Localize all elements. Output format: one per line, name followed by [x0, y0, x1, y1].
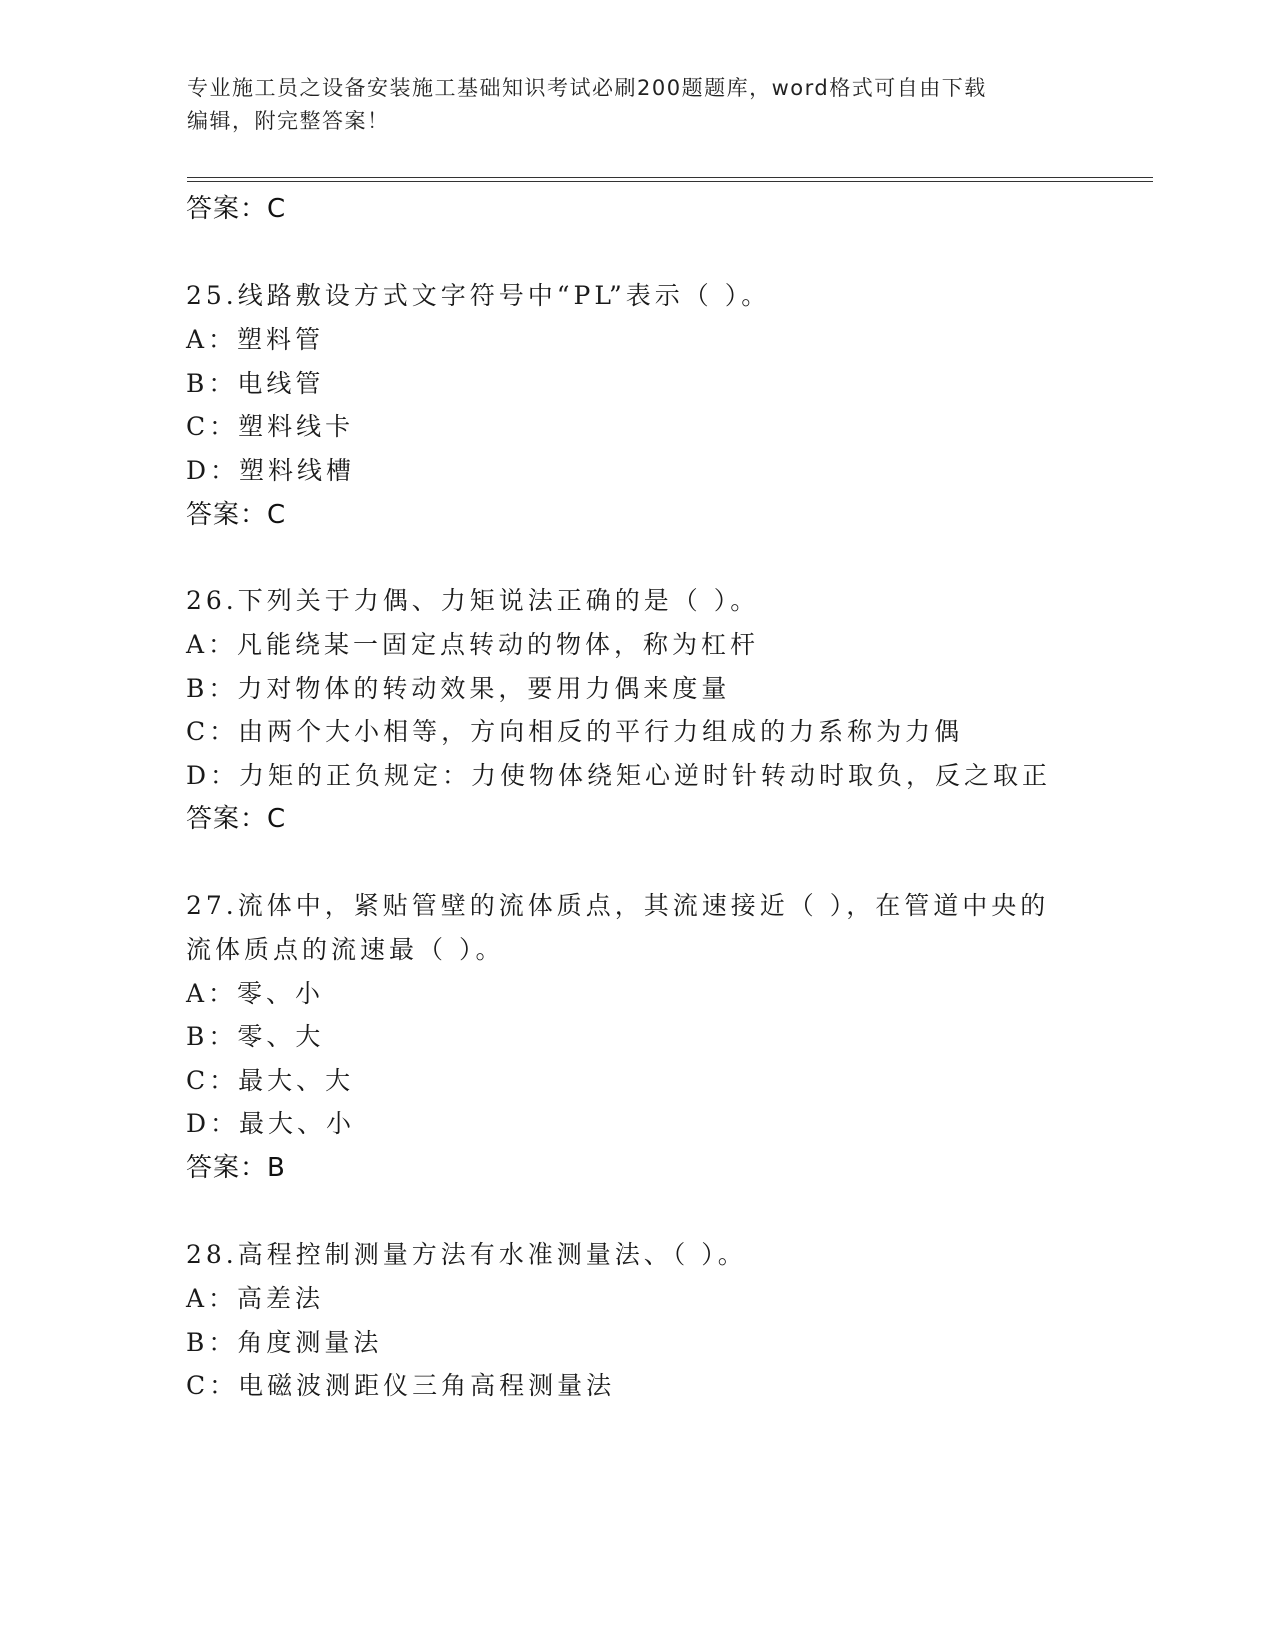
question-stem: 27.流体中，紧贴管壁的流体质点，其流速接近（ ），在管道中央的: [186, 891, 1050, 920]
header-divider-top: [187, 177, 1153, 178]
option-b: B：角度测量法: [186, 1328, 383, 1357]
answer-label: 答案：C: [186, 804, 287, 834]
question-stem: 28.高程控制测量方法有水准测量法、（ ）。: [186, 1240, 747, 1269]
option-a: A：凡能绕某一固定点转动的物体，称为杠杆: [186, 630, 760, 659]
document-header: [187, 72, 1087, 138]
option-b: B：电线管: [186, 369, 325, 398]
header-title-line-1: 专业施工员之设备安装施工基础知识考试必刷200题题库，word格式可自由下载: [187, 76, 987, 100]
previous-answer: 答案：C: [186, 194, 287, 224]
option-b: B：零、大: [186, 1022, 325, 1051]
option-d: D：力矩的正负规定：力使物体绕矩心逆时针转动时取负，反之取正: [186, 761, 1052, 790]
answer-label: 答案：B: [186, 1153, 286, 1183]
option-d: D：塑料线槽: [186, 456, 356, 485]
option-c: C：塑料线卡: [186, 412, 355, 441]
option-c: C：电磁波测距仪三角高程测量法: [186, 1371, 616, 1400]
option-d: D：最大、小: [186, 1109, 356, 1138]
option-a: A：塑料管: [186, 325, 325, 354]
header-title-line-2: 编辑，附完整答案！: [187, 109, 390, 133]
question-stem: 25.线路敷设方式文字符号中“PL”表示（ ）。: [186, 281, 771, 310]
question-stem: 26.下列关于力偶、力矩说法正确的是（ ）。: [186, 586, 760, 615]
option-b: B：力对物体的转动效果，要用力偶来度量: [186, 674, 731, 703]
answer-label: 答案：C: [186, 500, 287, 530]
option-c: C：由两个大小相等，方向相反的平行力组成的力系称为力偶: [186, 717, 964, 746]
question-stem-continued: 流体质点的流速最（ ）。: [186, 935, 505, 964]
option-c: C：最大、大: [186, 1066, 355, 1095]
option-a: A：高差法: [186, 1284, 325, 1313]
header-divider-bottom: [187, 181, 1153, 182]
option-a: A：零、小: [186, 979, 325, 1008]
